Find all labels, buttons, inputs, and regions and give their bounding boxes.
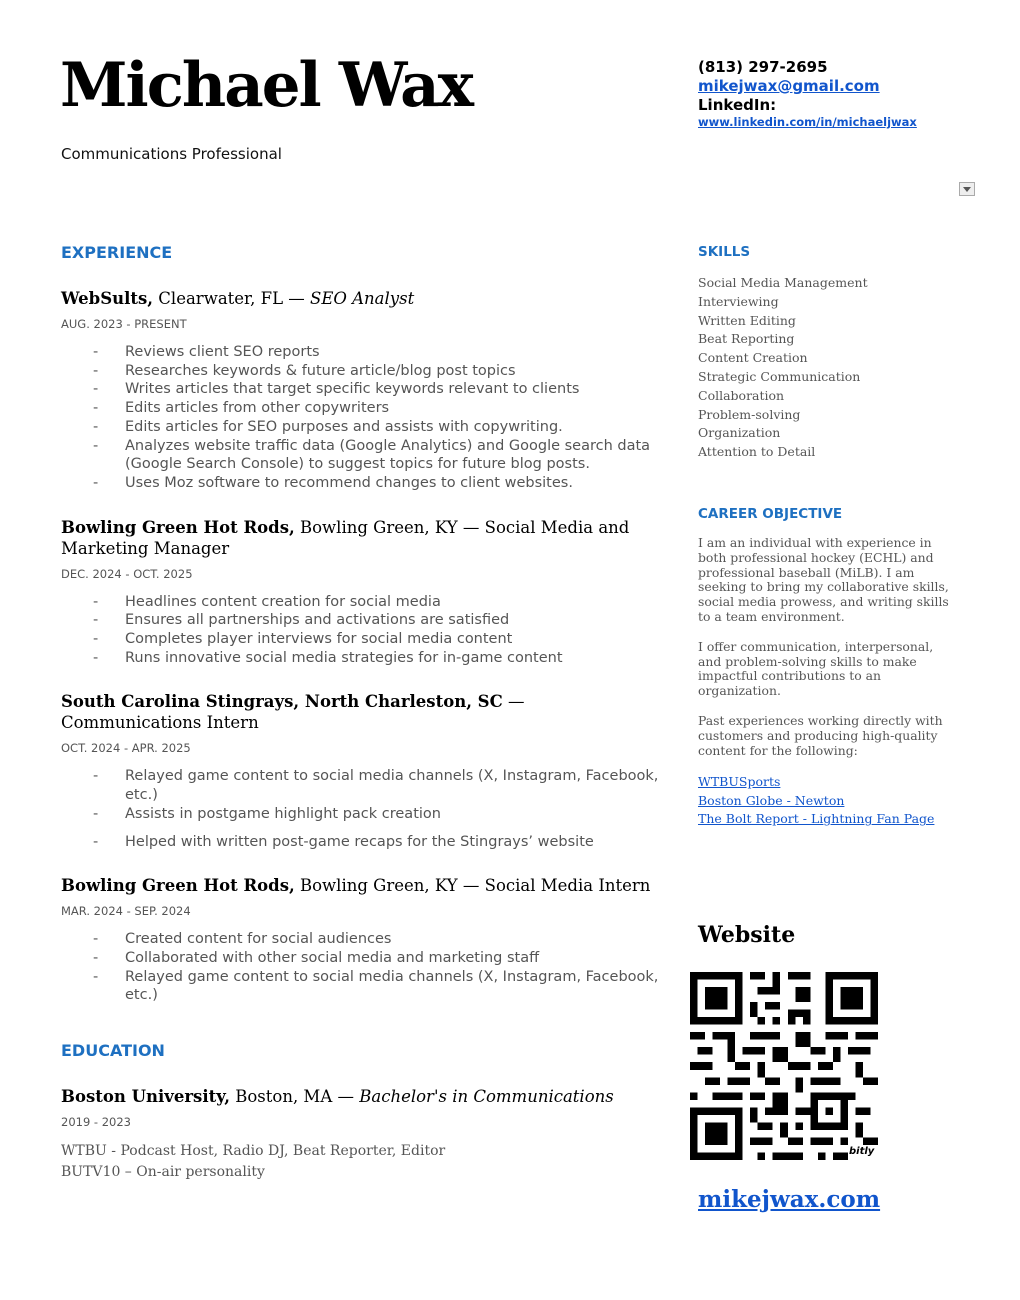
bullet-item: - Relayed game content to social media channels (X, Instagram, Facebook, etc.) — [61, 767, 666, 804]
main-column — [61, 243, 666, 1183]
bullet-item: - Ensures all partnerships and activations are satisfied — [61, 611, 666, 630]
job-location-role: Bowling Green, KY — Social Media and Marketing Manager — [61, 517, 630, 558]
skill-item: Problem-solving — [698, 406, 801, 422]
career-objective-heading: CAREER OBJECTIVE — [698, 505, 843, 522]
education-heading: EDUCATION — [61, 1041, 165, 1061]
bullet-item: - Runs innovative social media strategies for in-game content — [61, 649, 666, 668]
side-column — [698, 244, 953, 829]
job-title — [61, 691, 666, 733]
contact-block — [698, 58, 917, 129]
job-location: Clearwater, FL — — [153, 289, 311, 308]
job-org: South Carolina Stingrays, North Charleston, SC — [61, 692, 503, 712]
bullet-item: - Writes articles that target specific keywords relevant to clients — [61, 380, 666, 399]
skill-item: Organization — [698, 425, 781, 441]
education-title — [61, 1086, 666, 1107]
resume-tagline: Communications Professional — [61, 145, 282, 163]
portfolio-link-boston-globe[interactable]: Boston Globe - Newton — [698, 792, 845, 808]
bullet-item: - Edits articles for SEO purposes and assists with copywriting. — [61, 418, 666, 437]
education-detail: WTBU - Podcast Host, Radio DJ, Beat Reporter, Editor — [61, 1143, 446, 1160]
job-org: Bowling Green Hot Rods, — [61, 876, 295, 896]
job-title — [61, 288, 666, 309]
skills-heading: SKILLS — [698, 244, 751, 260]
phone-number: (813) 297-2695 — [698, 58, 828, 76]
job-role: — Communications Intern — [61, 692, 525, 733]
bullet-item: - Uses Moz software to recommend changes to client websites. — [61, 474, 666, 493]
job-bullets — [61, 930, 666, 1005]
bullet-item: - Assists in postgame highlight pack creation — [61, 805, 666, 824]
job-location-role: Bowling Green, KY — Social Media Intern — [294, 876, 651, 896]
job-entry — [61, 691, 666, 851]
bullet-item: - Edits articles from other copywriters — [61, 399, 666, 418]
linkedin-label: LinkedIn: — [698, 96, 777, 114]
education-dates: 2019 - 2023 — [61, 1115, 131, 1130]
skill-item: Interviewing — [698, 293, 779, 309]
qr-code-icon[interactable] — [690, 972, 878, 1160]
bullet-item: - Created content for social audiences — [61, 930, 666, 949]
bullet-item: - Reviews client SEO reports — [61, 343, 666, 362]
bullet-item: - Completes player interviews for social media content — [61, 630, 666, 649]
resume-name: Michael Wax — [60, 50, 473, 121]
bullet-item: - Helped with written post-game recaps for the Stingrays’ website — [61, 833, 666, 852]
job-org: WebSults, — [61, 289, 154, 308]
bullet-item: - Headlines content creation for social media — [61, 593, 666, 612]
job-bullets — [61, 593, 666, 668]
objective-paragraph: I offer communication, interpersonal, and problem-solving skills to make impactful contributions to an organization. — [698, 638, 934, 699]
portfolio-link-wtbusports[interactable]: WTBUSports — [698, 774, 781, 790]
experience-heading: EXPERIENCE — [61, 243, 173, 262]
job-bullets — [61, 767, 666, 851]
linkedin-link[interactable]: www.linkedin.com/in/michaeljwax — [698, 115, 917, 129]
skill-item: Content Creation — [698, 350, 808, 366]
job-org: Bowling Green Hot Rods, — [61, 517, 295, 537]
job-dates: DEC. 2024 - OCT. 2025 — [61, 566, 193, 581]
job-entry — [61, 288, 666, 493]
objective-paragraph: Past experiences working directly with customers and producing high-quality content for the following: — [698, 712, 943, 758]
skill-item: Beat Reporting — [698, 331, 795, 347]
dropdown-toggle-icon[interactable] — [959, 182, 975, 196]
school-name: Boston University, — [61, 1087, 230, 1107]
degree-name: Bachelor's in Communications — [359, 1087, 614, 1107]
job-bullets — [61, 343, 666, 493]
bullet-item: - Collaborated with other social media and marketing staff — [61, 949, 666, 968]
skill-item: Strategic Communication — [698, 368, 861, 384]
job-dates: OCT. 2024 - APR. 2025 — [61, 741, 191, 756]
skill-item: Social Media Management — [698, 275, 868, 290]
qr-brand-label: bitly — [849, 1146, 875, 1157]
job-title — [61, 875, 666, 896]
job-title — [61, 517, 666, 559]
job-dates: AUG. 2023 - PRESENT — [61, 317, 187, 331]
bullet-item: - Relayed game content to social media channels (X, Instagram, Facebook, etc.) — [61, 968, 666, 1005]
job-role: SEO Analyst — [310, 289, 415, 308]
job-entry — [61, 517, 666, 668]
skill-item: Written Editing — [698, 312, 796, 328]
school-location: Boston, MA — — [229, 1087, 360, 1107]
education-detail: BUTV10 – On-air personality — [61, 1164, 265, 1181]
job-entry — [61, 875, 666, 1005]
bullet-item: - Researches keywords & future article/blog post topics — [61, 362, 666, 381]
portfolio-link-bolt-report[interactable]: The Bolt Report - Lightning Fan Page — [698, 811, 935, 827]
objective-paragraph: I am an individual with experience in both professional hockey (ECHL) and professional baseball (MiLB). I am seeking to bring my collaborative skills, social media prowess, and writing skills to a team environment. — [698, 534, 949, 624]
website-link[interactable]: mikejwax.com — [698, 1186, 881, 1213]
job-dates: MAR. 2024 - SEP. 2024 — [61, 904, 191, 919]
skill-item: Attention to Detail — [698, 444, 816, 460]
bullet-item: - Analyzes website traffic data (Google Analytics) and Google search data (Google Search Console) to suggest topics for future blog posts. — [61, 437, 666, 474]
website-heading: Website — [698, 922, 796, 948]
email-link[interactable]: mikejwax@gmail.com — [698, 77, 880, 95]
skill-item: Collaboration — [698, 387, 785, 403]
